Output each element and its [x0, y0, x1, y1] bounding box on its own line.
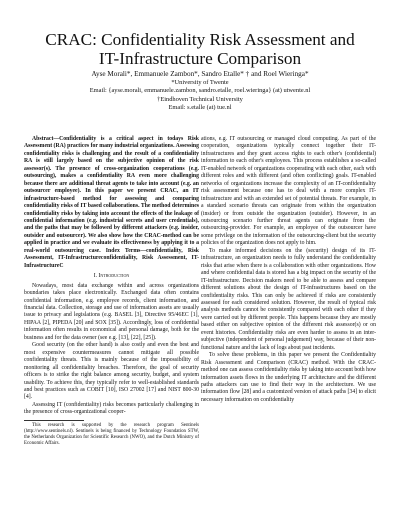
affiliation-twente: *University of Twente: [171, 78, 229, 86]
right-paragraph-1: ations, e.g. IT outsourcing or managed cloud computing. As part of the cooperation, organizations typically connect together their IT-infrastructures and they grant access rights to each other's (confidential) information to each other's employees. This process establishes a so-called IT-enabled network of organizations cooperating with each other, each with different roles and with different (and often conflicting) goals. IT-enabled networks of organizations increase the complexity of an IT-confidentiality risk assessment because one has to deal with a more complex IT-infrastructure and with an extended set of potential threats. For example, in a standard scenario threats can originate from within the organization (insider) or from outside the organization (outsider). However, in an outsourcing scenario further threat agents can originate from the outsourcing-provider. For example, an employee of the outsourcer have some privilege on the information of the outsourcing-client but the security policies of the organization does not apply to him.: [201, 136, 376, 247]
right-column: [201, 136, 376, 404]
author-block: [20, 70, 380, 113]
affiliation-eindhoven: †Eindhoven Technical University: [157, 95, 243, 103]
paper-title: [20, 30, 380, 68]
funding-footnote: This research is supported by the research program Sentinels (http://www.sentinels.nl). Sentinels is being financed by Technology Foundation STW, the Netherlands Organization for Scientific Research (NWO), and the Dutch Ministry of Economic Affairs.: [24, 422, 199, 446]
right-paragraph-3: To solve these problems, in this paper we present the Confidentiality Risk Assessment and Comparison (CRAC) method. With the CRAC-method one can assess confidentiality risks by taking into account both how information assets flows in the underlying IT architecture and the different paths attackers can use to find their way in the architecture. We use information flow [28] and a customized version of attack paths [34] to elicit necessary information on confidentiality: [201, 352, 376, 403]
email-eindhoven: Email: s.etalle (at) tue.nl: [168, 104, 232, 112]
intro-paragraph-1: Nowadays, most data exchange within and across organizations boundaries takes place electronically. Exchanged data often contains confidential information, e.g. employee records, client information, and financial data. Collection, storage and use of information assets are usually issue to privacy and legislations (e.g. BASEL [3], Directive 95/46EC [1], HIPAA [2], PIPEDA [20] and SOX [35]). Accordingly, loss of confidential information often results in economical and personal damage, both for the business and for the data owner (see e.g. [13], [22], [25]).: [24, 282, 199, 341]
left-column: [24, 136, 199, 447]
abstract: Abstract—Confidentiality is a critical aspect in todays Risk Assessment (RA) practices for many industrial organizations. Assessing confidentiality risks is challenging and the result of a confidentiality RA is still largely based on the subjective opinion of the risk assessor(s). The presence of cross-organization cooperations (e.g. outsourcing), makes a confidentiality RA even more challenging because there are additional threat agents to take into account (e.g. an outsourcer employee). In this paper we present CRAC, an IT infrastructure-based method for assessing and comparing confidentiality risks of IT based collaborations. The method determines confidentiality risks by taking into account the effects of the leakage of confidential information (e.g. industrial secrets and user credentials), and the paths that may be followed by different attackers (e.g. insider, outsider and outsourcer). We also show how the CRAC-method can be applied in practice and we evaluate its effectiveness by applying it to a real-world outsourcing case. Index Terms—confidentiality, Risk Assessment, IT-Infrastructureconfidentiality, Risk Assessment, IT-InfrastructureC: [24, 136, 200, 269]
title-line-1: CRAC: Confidentiality Risk Assessment and: [45, 30, 355, 49]
email-twente: Email: {ayse.morali, emmanuele.zambon, sandro.etalle, roel.wieringa} (at) utwente.nl: [89, 87, 311, 95]
author-names: Ayse Morali*, Emmanuele Zambon*, Sandro Etalle* † and Roel Wieringa*: [91, 70, 309, 78]
section-heading-introduction: I. Introduction: [93, 273, 130, 280]
right-paragraph-2: To make informed decisions on the (security) design of its IT-infrastructure, an organization needs to fully understand the confidentiality risks that arise when there is a collaboration with other organizations. How and where confidential data is stored has a big impact on the security of the IT-infrastructure. Decision makers need to be able to assess and compare different solutions about the design of IT-infrastructures based on the confidentiality risks. This can only be achieved if risks are consistently assessed for each considered solution. However, the result of typical risk analysis methods cannot be consistently compared with each other if they were carried out by different people. This happens because they are mostly based either on subjective opinion of the different risk assessor(s) or on event histories. Confidentiality risks are even harder to assess in an inter-subjective (independent of personal judgement) way, because of their non-functional nature and the lack of logs about past incidents.: [201, 247, 376, 351]
title-line-2: IT-Infrastructure Comparison: [98, 49, 302, 68]
intro-paragraph-3: Assessing IT (confidentiality) risks becomes particularly challenging in the presence of cross-organizational cooper-: [24, 401, 199, 416]
footnote-divider: [24, 420, 84, 421]
intro-paragraph-2: Good security (on the other hand) is also costly and even the best and most expensive countermeasures cannot mitigate all possible confidentiality threats. This is mainly because of the impossibility of monitoring all confidentiality breaches. Therefore, the goal of security officers is to strike the right balance among security, budget, and system usability. To achieve this, they typically refer to well-established standards and best practices such as COBIT [10], ISO 27002 [17] and NIST 800-30 [4].: [24, 342, 199, 401]
